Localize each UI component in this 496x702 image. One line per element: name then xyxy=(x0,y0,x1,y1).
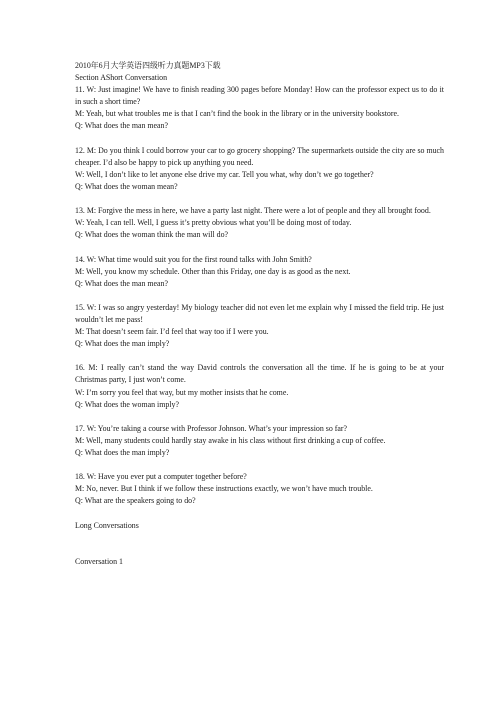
item-question: Q: What does the man imply? xyxy=(75,339,170,349)
item-line: 12. M: Do you think I could borrow your car to go grocery shopping? The supermarkets outside the city are so much cheaper. I’d also be happy to pick up anything you need. xyxy=(75,145,444,167)
item-question: Q: What does the woman imply? xyxy=(75,399,179,409)
conversation-item-18 xyxy=(75,471,444,507)
item-question: Q: What are the speakers going to do? xyxy=(75,496,196,506)
item-line: 14. W: What time would suit you for the first round talks with John Smith? xyxy=(75,254,312,264)
conversation-item-12 xyxy=(75,145,444,193)
long-conversations-heading: Long Conversations xyxy=(75,520,139,530)
item-line: W: Yeah, I can tell. Well, I guess it’s pretty obvious what you’ll be doing most of today. xyxy=(75,218,352,228)
section-heading: Section AShort Conversation xyxy=(75,73,168,83)
conversation-item-17 xyxy=(75,423,444,459)
item-line: M: No, never. But I think if we follow these instructions exactly, we won’t have much trouble. xyxy=(75,484,373,494)
conversation-item-16 xyxy=(75,362,444,410)
item-question: Q: What does the man mean? xyxy=(75,278,168,288)
item-question: Q: What does the man mean? xyxy=(75,121,168,131)
item-line: 17. W: You’re taking a course with Professor Johnson. What’s your impression so far? xyxy=(75,423,348,433)
conversation-item-13 xyxy=(75,205,444,241)
item-line: W: Well, I don’t like to let anyone else drive my car. Tell you what, why don’t we go together? xyxy=(75,169,374,179)
conversation-1-heading: Conversation 1 xyxy=(75,556,123,566)
item-question: Q: What does the man imply? xyxy=(75,448,170,457)
item-line: M: Well, many students could hardly stay awake in his class without first drinking a cup of coffee. xyxy=(75,435,386,445)
conversation-item-15 xyxy=(75,302,444,350)
item-line: 15. W: I was so angry yesterday! My biology teacher did not even let me explain why I missed the field trip. He just wouldn’t let me pass! xyxy=(75,302,444,324)
document-title: 2010年6月大学英语四级听力真题MP3下载 xyxy=(75,61,221,70)
item-line: M: Well, you know my schedule. Other than this Friday, one day is as good as the next. xyxy=(75,266,351,276)
item-line: 13. M: Forgive the mess in here, we have a party last night. There were a lot of people and they all brought food. xyxy=(75,206,431,216)
item-line: 11. W: Just imagine! We have to finish reading 300 pages before Monday! How can the professor expect us to do it in such a short time? xyxy=(75,85,444,107)
item-line: W: I’m sorry you feel that way, but my mother insists that he come. xyxy=(75,387,289,397)
item-line: M: That doesn’t seem fair. I’d feel that way too if I were you. xyxy=(75,327,269,337)
item-question: Q: What does the woman mean? xyxy=(75,181,178,191)
conversation-item-14 xyxy=(75,254,444,290)
conversation-item-11 xyxy=(75,84,444,132)
item-line: 16. M: I really can’t stand the way David controls the conversation all the time. If he is going to be at your Christmas party, I just won’t come. xyxy=(75,363,444,385)
item-line: 18. W: Have you ever put a computer together before? xyxy=(75,472,247,482)
item-line: M: Yeah, but what troubles me is that I can’t find the book in the library or in the university bookstore. xyxy=(75,109,399,119)
item-question: Q: What does the woman think the man will do? xyxy=(75,230,229,240)
